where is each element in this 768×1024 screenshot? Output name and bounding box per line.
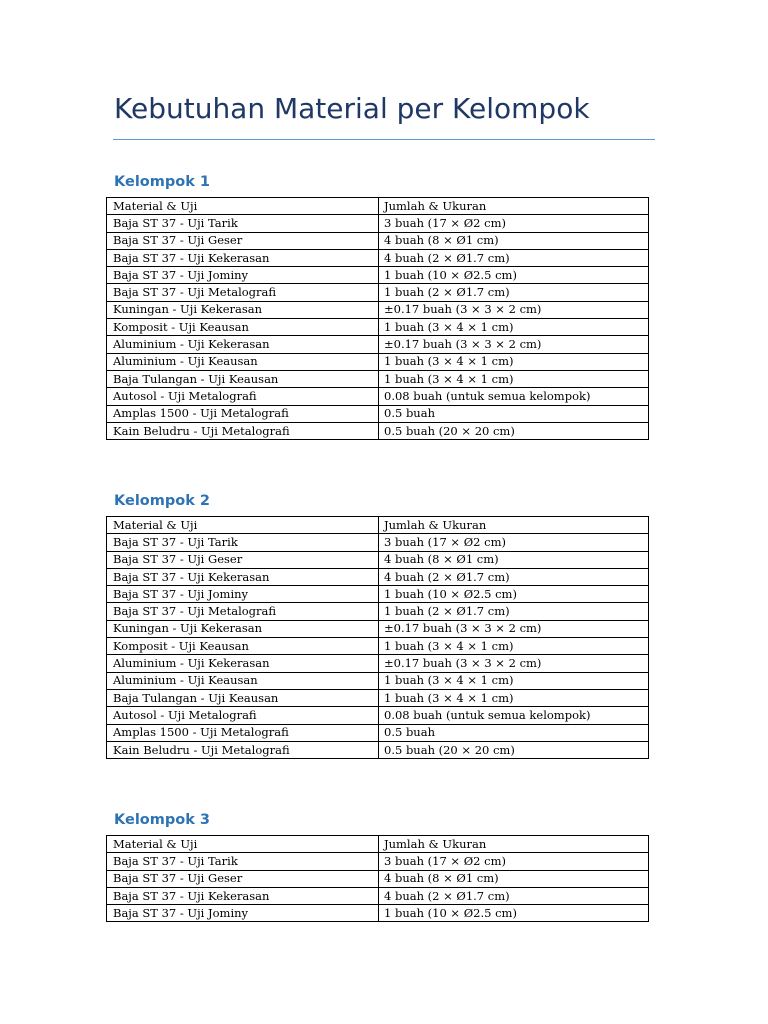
- material-cell: Baja ST 37 - Uji Geser: [107, 551, 379, 568]
- table-row: [107, 707, 649, 724]
- table-header-row: [107, 836, 649, 853]
- table-row: [107, 724, 649, 741]
- quantity-cell: 1 buah (10 × Ø2.5 cm): [379, 267, 649, 284]
- quantity-cell: 0.08 buah (untuk semua kelompok): [379, 388, 649, 405]
- material-table-3: [106, 835, 649, 922]
- quantity-cell: ±0.17 buah (3 × 3 × 2 cm): [379, 301, 649, 318]
- title-divider: [113, 139, 655, 140]
- group-heading-2: Kelompok 2: [114, 493, 210, 509]
- quantity-cell: 1 buah (2 × Ø1.7 cm): [379, 284, 649, 301]
- material-cell: Kain Beludru - Uji Metalografi: [107, 422, 379, 439]
- material-cell: Baja ST 37 - Uji Kekerasan: [107, 249, 379, 266]
- quantity-cell: 0.08 buah (untuk semua kelompok): [379, 707, 649, 724]
- table-row: [107, 672, 649, 689]
- material-cell: Baja Tulangan - Uji Keausan: [107, 689, 379, 706]
- material-cell: Komposit - Uji Keausan: [107, 319, 379, 336]
- quantity-cell: 1 buah (3 × 4 × 1 cm): [379, 319, 649, 336]
- material-cell: Autosol - Uji Metalografi: [107, 707, 379, 724]
- material-cell: Kain Beludru - Uji Metalografi: [107, 741, 379, 758]
- material-table-1: [106, 197, 649, 440]
- table-row: [107, 249, 649, 266]
- material-cell: Komposit - Uji Keausan: [107, 638, 379, 655]
- table-row: [107, 568, 649, 585]
- table-header-row: [107, 517, 649, 534]
- table-row: [107, 741, 649, 758]
- quantity-cell: 3 buah (17 × Ø2 cm): [379, 215, 649, 232]
- material-cell: Baja ST 37 - Uji Jominy: [107, 267, 379, 284]
- material-cell: Baja ST 37 - Uji Tarik: [107, 215, 379, 232]
- table-row: [107, 586, 649, 603]
- quantity-cell: 3 buah (17 × Ø2 cm): [379, 853, 649, 870]
- table-row: [107, 620, 649, 637]
- table-row: [107, 319, 649, 336]
- table-row: [107, 603, 649, 620]
- table-row: [107, 870, 649, 887]
- table-row: [107, 887, 649, 904]
- material-cell: Kuningan - Uji Kekerasan: [107, 301, 379, 318]
- header-quantity: Jumlah & Ukuran: [379, 517, 649, 534]
- quantity-cell: ±0.17 buah (3 × 3 × 2 cm): [379, 655, 649, 672]
- table-row: [107, 267, 649, 284]
- table-row: [107, 689, 649, 706]
- material-cell: Amplas 1500 - Uji Metalografi: [107, 405, 379, 422]
- quantity-cell: 1 buah (3 × 4 × 1 cm): [379, 689, 649, 706]
- material-cell: Baja ST 37 - Uji Metalografi: [107, 284, 379, 301]
- quantity-cell: 1 buah (10 × Ø2.5 cm): [379, 905, 649, 922]
- table-header-row: [107, 198, 649, 215]
- material-cell: Autosol - Uji Metalografi: [107, 388, 379, 405]
- material-cell: Baja ST 37 - Uji Geser: [107, 870, 379, 887]
- material-cell: Baja ST 37 - Uji Geser: [107, 232, 379, 249]
- quantity-cell: 4 buah (2 × Ø1.7 cm): [379, 568, 649, 585]
- header-quantity: Jumlah & Ukuran: [379, 198, 649, 215]
- quantity-cell: 4 buah (2 × Ø1.7 cm): [379, 249, 649, 266]
- table-row: [107, 215, 649, 232]
- quantity-cell: 4 buah (8 × Ø1 cm): [379, 551, 649, 568]
- material-cell: Baja ST 37 - Uji Tarik: [107, 534, 379, 551]
- quantity-cell: 1 buah (3 × 4 × 1 cm): [379, 370, 649, 387]
- table-row: [107, 370, 649, 387]
- quantity-cell: 4 buah (8 × Ø1 cm): [379, 232, 649, 249]
- material-cell: Aluminium - Uji Keausan: [107, 353, 379, 370]
- material-cell: Baja ST 37 - Uji Jominy: [107, 586, 379, 603]
- quantity-cell: 4 buah (8 × Ø1 cm): [379, 870, 649, 887]
- material-cell: Aluminium - Uji Keausan: [107, 672, 379, 689]
- quantity-cell: 0.5 buah (20 × 20 cm): [379, 741, 649, 758]
- quantity-cell: ±0.17 buah (3 × 3 × 2 cm): [379, 336, 649, 353]
- material-cell: Amplas 1500 - Uji Metalografi: [107, 724, 379, 741]
- header-material: Material & Uji: [107, 198, 379, 215]
- table-row: [107, 353, 649, 370]
- table-row: [107, 853, 649, 870]
- quantity-cell: 1 buah (10 × Ø2.5 cm): [379, 586, 649, 603]
- header-quantity: Jumlah & Ukuran: [379, 836, 649, 853]
- header-material: Material & Uji: [107, 517, 379, 534]
- material-cell: Baja ST 37 - Uji Tarik: [107, 853, 379, 870]
- quantity-cell: 0.5 buah: [379, 724, 649, 741]
- material-cell: Aluminium - Uji Kekerasan: [107, 336, 379, 353]
- material-cell: Baja Tulangan - Uji Keausan: [107, 370, 379, 387]
- quantity-cell: 3 buah (17 × Ø2 cm): [379, 534, 649, 551]
- material-cell: Baja ST 37 - Uji Kekerasan: [107, 887, 379, 904]
- table-row: [107, 232, 649, 249]
- table-row: [107, 388, 649, 405]
- table-row: [107, 301, 649, 318]
- table-row: [107, 655, 649, 672]
- group-heading-1: Kelompok 1: [114, 174, 210, 190]
- table-row: [107, 534, 649, 551]
- page-title: Kebutuhan Material per Kelompok: [114, 92, 590, 125]
- table-row: [107, 405, 649, 422]
- quantity-cell: 0.5 buah (20 × 20 cm): [379, 422, 649, 439]
- material-cell: Aluminium - Uji Kekerasan: [107, 655, 379, 672]
- table-row: [107, 905, 649, 922]
- quantity-cell: 1 buah (2 × Ø1.7 cm): [379, 603, 649, 620]
- quantity-cell: 1 buah (3 × 4 × 1 cm): [379, 638, 649, 655]
- table-row: [107, 551, 649, 568]
- quantity-cell: 1 buah (3 × 4 × 1 cm): [379, 353, 649, 370]
- table-row: [107, 284, 649, 301]
- table-row: [107, 638, 649, 655]
- table-row: [107, 422, 649, 439]
- group-heading-3: Kelompok 3: [114, 812, 210, 828]
- material-cell: Kuningan - Uji Kekerasan: [107, 620, 379, 637]
- quantity-cell: ±0.17 buah (3 × 3 × 2 cm): [379, 620, 649, 637]
- quantity-cell: 1 buah (3 × 4 × 1 cm): [379, 672, 649, 689]
- header-material: Material & Uji: [107, 836, 379, 853]
- table-row: [107, 336, 649, 353]
- material-cell: Baja ST 37 - Uji Kekerasan: [107, 568, 379, 585]
- material-cell: Baja ST 37 - Uji Metalografi: [107, 603, 379, 620]
- material-table-2: [106, 516, 649, 759]
- material-cell: Baja ST 37 - Uji Jominy: [107, 905, 379, 922]
- quantity-cell: 0.5 buah: [379, 405, 649, 422]
- quantity-cell: 4 buah (2 × Ø1.7 cm): [379, 887, 649, 904]
